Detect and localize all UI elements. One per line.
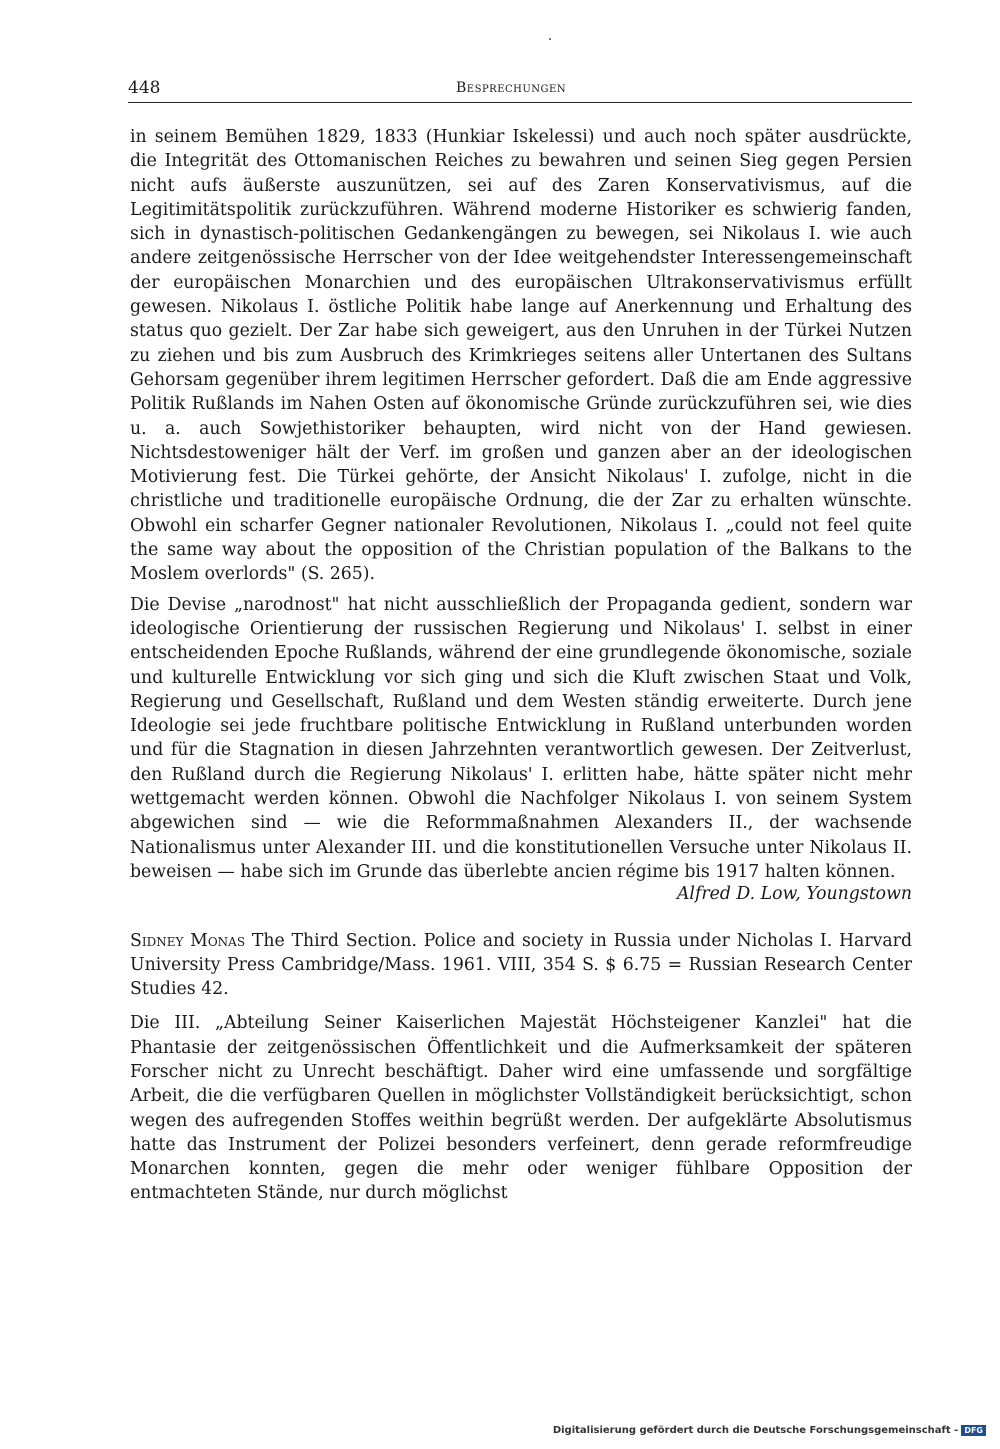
paragraph-2: Die Devise „narodnost" hat nicht ausschließlich der Propaganda gedient, sondern war ideologische Orientierung der russischen Regierung und Nikolaus' I. selbst in einer entscheidenden Epoche Rußlands, während der eine grundlegende ökonomische, soziale und kulturelle Entwicklung vor sich ging und sich die Kluft zwischen Staat und Volk, Regierung und Gesellschaft, Rußland und dem Westen ständig erweiterte. Durch jene Ideologie sei jede fruchtbare politische Entwicklung in Rußland unterbunden worden und für die Stagnation in diesen Jahrzehnten verantwortlich gewesen. Der Zeitverlust, den Rußland durch die Regierung Nikolaus' I. erlitten habe, hätte später nicht mehr wettgemacht werden können. Obwohl die Nachfolger Nikolaus I. von seinem System abgewichen sind — wie die Reformmaßnahmen Alexanders II., der wachsende Nationalismus unter Alexander III. und die konstitutionellen Versuche unter Nikolaus II. beweisen — habe sich im Grunde das überlebte ancien régime bis 1917 halten können. — [130, 594, 912, 882]
running-head: Besprechungen — [456, 80, 567, 96]
scan-dot — [549, 38, 551, 40]
funding-note: Digitalisierung gefördert durch die Deutsche Forschungsgemeinschaft - — [552, 1425, 959, 1436]
review-signature: Alfred D. Low, Youngstown — [676, 884, 912, 905]
body-text — [130, 125, 912, 1206]
footer-note — [553, 1425, 986, 1436]
page-header — [128, 78, 912, 103]
page-number: 448 — [128, 78, 161, 98]
paragraph-1: in seinem Bemühen 1829, 1833 (Hunkiar Iskelessi) und auch noch später ausdrückte, die Integrität des Ottomanischen Reiches zu bewahren und seinen Sieg gegen Persien nicht aufs äußerste auszunützen, sei auf des Zaren Konservativismus, auf die Legitimitätspolitik zurückzuführen. Während moderne Historiker es schwierig fanden, sich in dynastisch-politischen Gedankengängen zu bewegen, sei Nikolaus I. wie auch andere zeitgenössische Herrscher von der Idee weitgehendster Interessengemeinschaft der europäischen Monarchien und des europäischen Ultrakonservativismus erfüllt gewesen. Nikolaus I. östliche Politik habe lange auf Anerkennung und Erhaltung des status quo gezielt. Der Zar habe sich geweigert, aus den Unruhen in der Türkei Nutzen zu ziehen und bis zum Ausbruch des Krimkrieges seitens aller Untertanen des Sultans Gehorsam gegenüber ihrem legitimen Herrscher gefordert. Daß die am Ende aggressive Politik Rußlands im Nahen Osten auf ökonomische Gründe zurückzuführen sei, wie dies u. a. auch Sowjethistoriker behaupten, wird nicht von der Hand gewiesen. Nichtsdestoweniger hält der Verf. im großen und ganzen aber an der ideologischen Motivierung fest. Die Türkei gehörte, der Ansicht Nikolaus' I. zufolge, nicht in die christliche und traditionelle europäische Ordnung, die der Zar zu erhalten wünschte. Obwohl ein scharfer Gegner nationaler Revolutionen, Nikolaus I. „could not feel quite the same way about the opposition of the Christian population of the Balkans to the Moslem overlords" (S. 265). — [130, 127, 912, 585]
bib-author: Sidney Monas — [130, 930, 246, 951]
paragraph-3: Die III. „Abteilung Seiner Kaiserlichen Majestät Höchsteigener Kanzlei" hat die Phantasie der zeitgenössischen Öffentlichkeit und die Aufmerksamkeit der späteren Forscher nicht zu Unrecht beschäftigt. Daher wird eine umfassende und sorgfältige Arbeit, die die verfügbaren Quellen in möglichster Vollständigkeit berücksichtigt, schon wegen des aufregenden Stoffes weithin begrüßt werden. Der aufgeklärte Absolutismus hatte das Instrument der Polizei besonders verfeinert, denn gerade reformfreudige Monarchen konnten, gegen die mehr oder weniger fühlbare Opposition der entmachteten Stände, nur durch möglichst — [130, 1013, 912, 1204]
dfg-logo: DFG — [961, 1425, 986, 1436]
bibliographic-entry — [130, 929, 912, 1002]
bib-details: The Third Section. Police and society in Russia under Nicholas I. Harvard University Press Cambridge/Mass. 1961. VIII, 354 S. $ 6.75 = Russian Research Center Studies 42. — [130, 930, 913, 1000]
